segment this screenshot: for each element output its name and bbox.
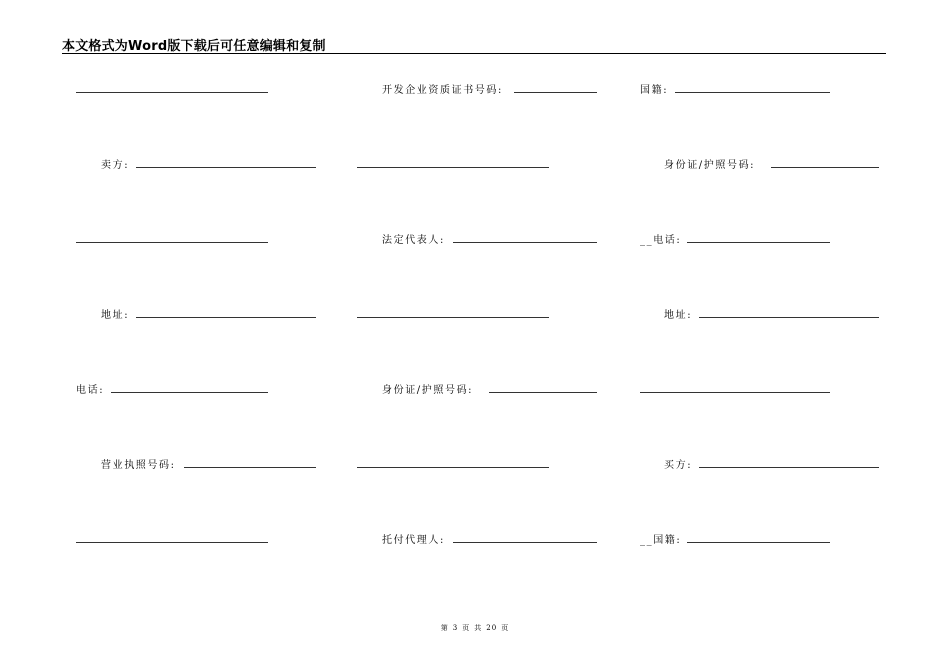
fill-in-line[interactable] bbox=[687, 242, 830, 243]
field-label: 电话: bbox=[76, 385, 105, 396]
footer-total-prefix: 共 bbox=[474, 624, 483, 632]
total-page-count: 20 bbox=[486, 624, 498, 632]
field-label: 买方: bbox=[664, 460, 693, 471]
field-label: 开发企业资质证书号码: bbox=[382, 85, 503, 96]
field-label: 地址: bbox=[664, 310, 693, 321]
form-row bbox=[0, 530, 950, 550]
current-page-number: 3 bbox=[452, 624, 459, 632]
fill-in-line[interactable] bbox=[136, 167, 316, 168]
form-row bbox=[0, 305, 950, 325]
fill-in-line[interactable] bbox=[640, 392, 830, 393]
fill-in-line[interactable] bbox=[675, 92, 830, 93]
fill-in-line[interactable] bbox=[136, 317, 316, 318]
field-label: 身份证/护照号码: bbox=[664, 160, 756, 171]
form-row bbox=[0, 380, 950, 400]
fill-in-line[interactable] bbox=[111, 392, 268, 393]
footer-prefix: 第 bbox=[440, 624, 449, 632]
fill-in-line[interactable] bbox=[357, 167, 549, 168]
field-label: 地址: bbox=[101, 310, 130, 321]
fill-in-line[interactable] bbox=[357, 467, 549, 468]
field-label: 法定代表人: bbox=[382, 235, 445, 246]
field-label: 国籍: bbox=[640, 85, 669, 96]
fill-in-line[interactable] bbox=[453, 542, 597, 543]
fill-in-line[interactable] bbox=[489, 392, 597, 393]
fill-in-line[interactable] bbox=[699, 467, 879, 468]
form-row bbox=[0, 80, 950, 100]
fill-in-line[interactable] bbox=[771, 167, 879, 168]
form-row bbox=[0, 155, 950, 175]
field-label: 托付代理人: bbox=[382, 535, 445, 546]
form-row bbox=[0, 230, 950, 250]
fill-in-line[interactable] bbox=[184, 467, 316, 468]
fill-in-line[interactable] bbox=[687, 542, 830, 543]
field-label: 卖方: bbox=[101, 160, 130, 171]
field-label: __国籍: bbox=[640, 535, 682, 546]
field-label: 营业执照号码: bbox=[101, 460, 176, 471]
fill-in-line[interactable] bbox=[76, 242, 268, 243]
header-title: 本文格式为Word版下载后可任意编辑和复制 bbox=[62, 39, 326, 54]
footer-total-unit: 页 bbox=[501, 624, 510, 632]
fill-in-line[interactable] bbox=[76, 542, 268, 543]
fill-in-line[interactable] bbox=[76, 92, 268, 93]
field-label: 身份证/护照号码: bbox=[382, 385, 474, 396]
fill-in-line[interactable] bbox=[699, 317, 879, 318]
fill-in-line[interactable] bbox=[357, 317, 549, 318]
page-footer bbox=[0, 623, 950, 633]
footer-page-unit: 页 bbox=[462, 624, 471, 632]
field-label: __电话: bbox=[640, 235, 682, 246]
form-row bbox=[0, 455, 950, 475]
fill-in-line[interactable] bbox=[453, 242, 597, 243]
page-header bbox=[62, 34, 886, 54]
fill-in-line[interactable] bbox=[514, 92, 597, 93]
